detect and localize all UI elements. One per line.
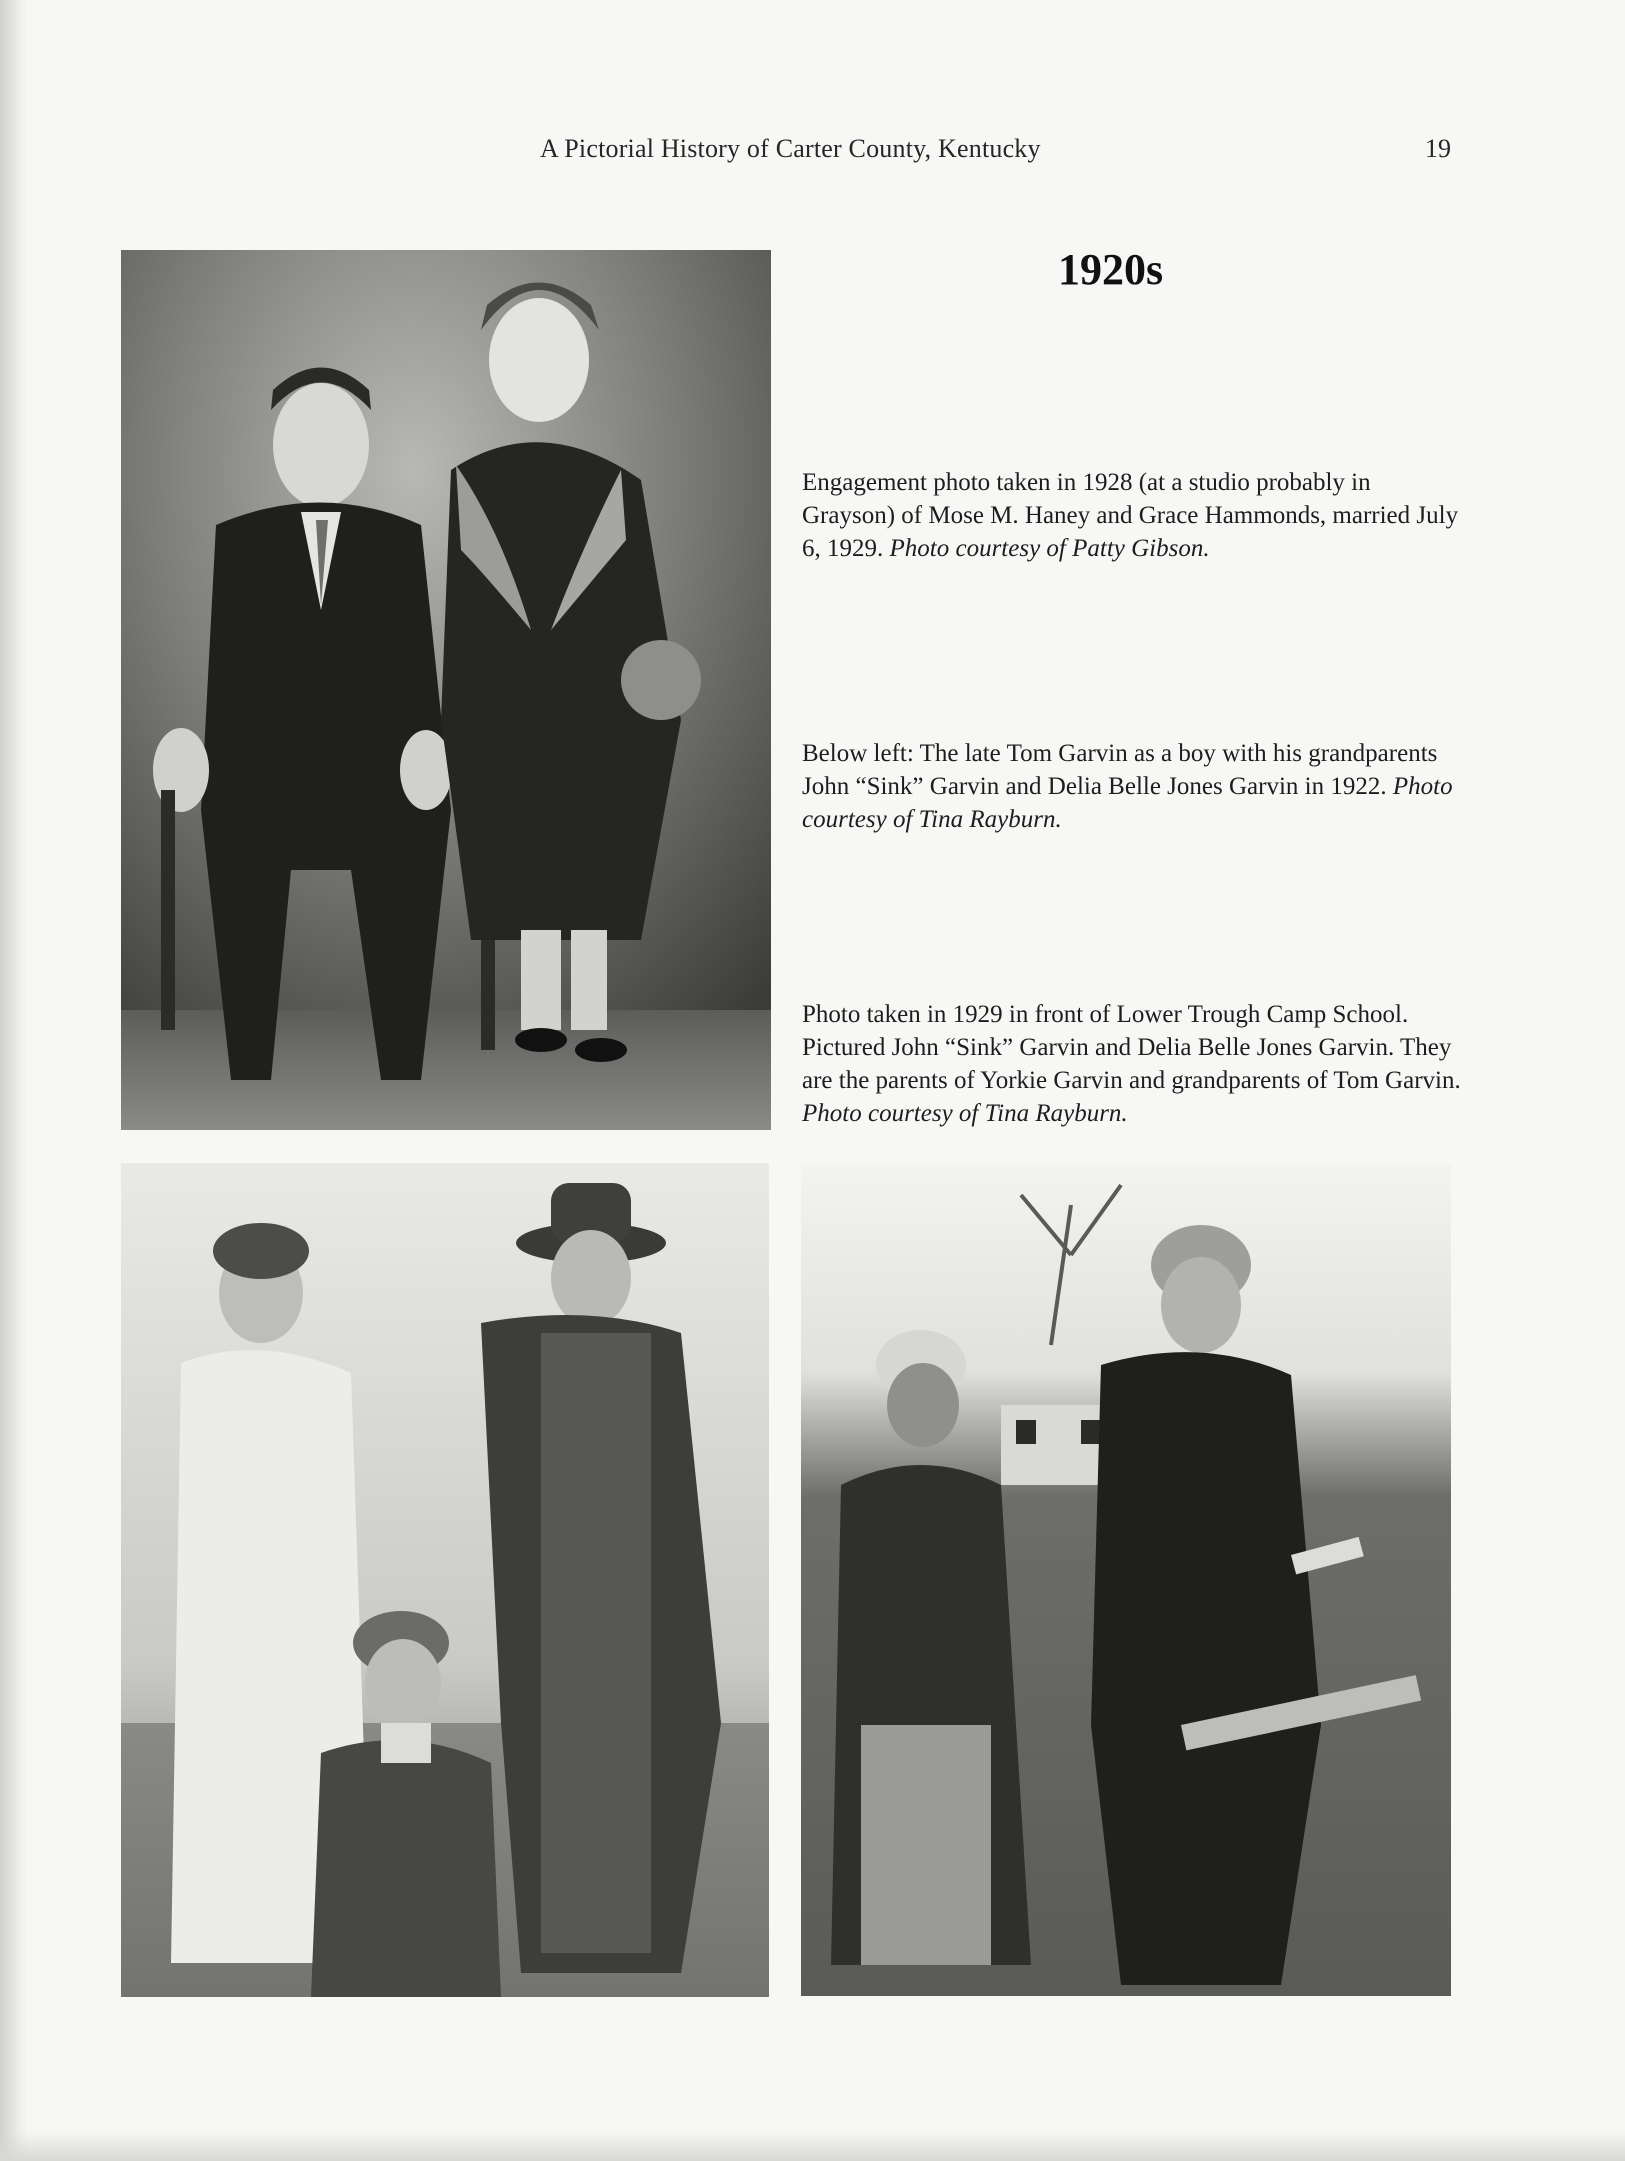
running-head: A Pictorial History of Carter County, Kentucky bbox=[540, 134, 1041, 163]
caption-tom-garvin-credit: Photo courtesy of Tina Rayburn. bbox=[802, 773, 1453, 833]
engagement-photo bbox=[121, 250, 771, 1130]
caption-school-credit: Photo courtesy of Tina Rayburn. bbox=[802, 1100, 1128, 1127]
caption-engagement bbox=[802, 466, 1462, 565]
caption-school-text: Photo taken in 1929 in front of Lower Trough Camp School. Pictured John “Sink” Garvin and Delia Belle Jones Garvin. They are the parents of Yorkie Garvin and grandparents of Tom Garvin. bbox=[802, 1001, 1461, 1094]
caption-tom-garvin-text: Below left: The late Tom Garvin as a boy with his grandparents John “Sink” Garvin and Delia Belle Jones Garvin in 1922. bbox=[802, 740, 1438, 800]
caption-school bbox=[802, 998, 1462, 1130]
caption-engagement-credit: Photo courtesy of Patty Gibson. bbox=[889, 535, 1210, 562]
section-title: 1920s bbox=[1058, 245, 1164, 294]
page-bottom-shadow bbox=[0, 2131, 1625, 2161]
caption-tom-garvin bbox=[802, 737, 1462, 836]
page-edge-shadow bbox=[0, 0, 28, 2161]
caption-engagement-text: Engagement photo taken in 1928 (at a studio probably in Grayson) of Mose M. Haney and Grace Hammonds, married July 6, 1929. bbox=[802, 469, 1459, 562]
garvin-family-photo bbox=[121, 1163, 769, 1997]
school-couple-photo bbox=[801, 1165, 1451, 1996]
page-number: 19 bbox=[1425, 134, 1451, 163]
